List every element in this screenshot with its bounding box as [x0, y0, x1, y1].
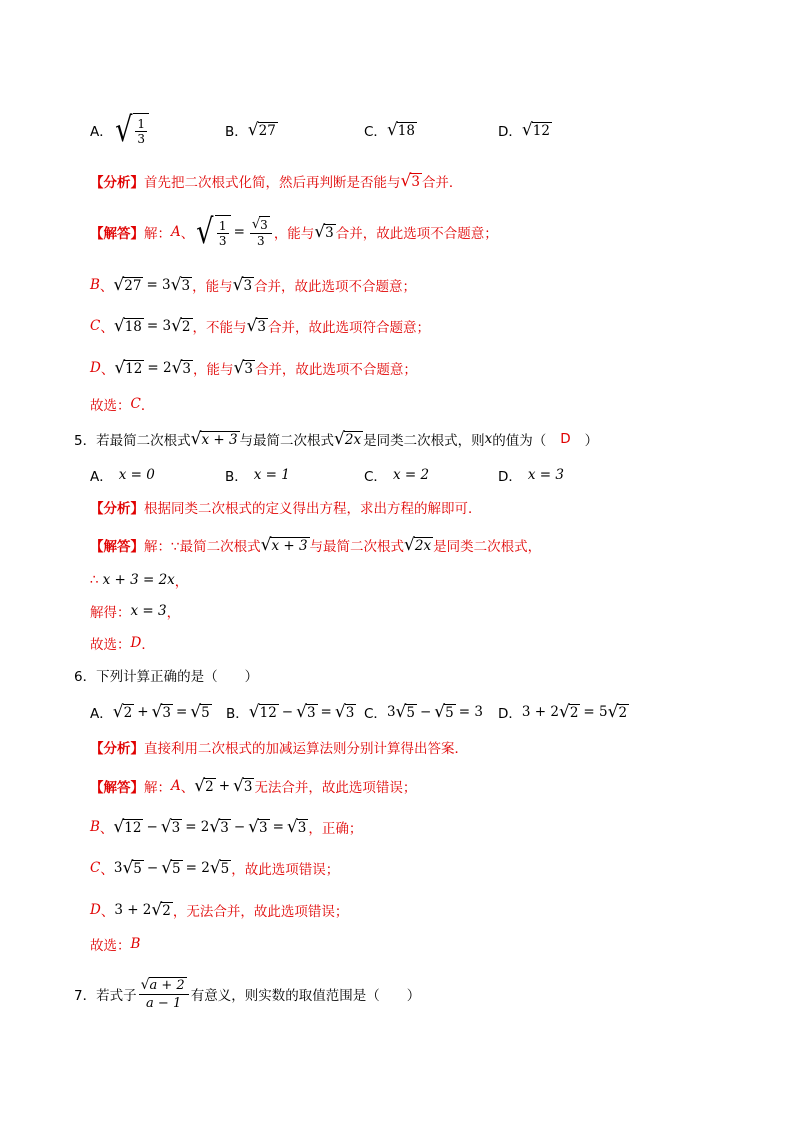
q7-stem: 7．若式子 √ a + 2 a − 1 有意义，则实数的取值范围是（ ） — [74, 976, 421, 1011]
q4-analysis: 【分析】 首先把二次根式化简，然后再判断是否能与 √ 3 合并． — [90, 171, 463, 191]
q5-option-c: C． x = 2 — [364, 467, 430, 485]
q4-answer-a: 【解答】 解： A 、 √ $\frac{1}{3}$ = √ 3 3 ，能与 √ 3 合并，故此选项不合题意； — [90, 212, 498, 252]
q5-stem: 5．若最简二次根式 √ x + 3 与最简二次根式 √ 2x 是同类二次根式，则 x 的值为（ D ） — [74, 429, 599, 449]
sqrt-one-third: √ $\frac{1}{3}$ — [113, 113, 149, 147]
q7-fraction: √ a + 2 a − 1 — [139, 977, 189, 1012]
q5-step1: ∴ x + 3 = 2x ， — [90, 572, 189, 590]
q5-option-a: A． x = 0 — [90, 467, 155, 485]
q4-option-c: C． √ 18 — [364, 120, 415, 140]
q4-answer-b: B 、 √ 27 = 3 √ 3 ，能与 √ 3 合并，故此选项不合题意； — [90, 275, 417, 295]
q4-option-b: B． √ 27 — [225, 120, 276, 140]
q5-step2: 解得： x = 3 ， — [90, 603, 181, 621]
sqrt-one-third: √ $\frac{1}{3}$ — [194, 215, 230, 249]
q4-answer-d: D 、 √ 12 = 2 √ 3 ，能与 √ 3 合并，故此选项不合题意； — [90, 358, 417, 378]
q5-final: 故选： D ． — [90, 635, 155, 653]
q4-answer-c: C 、 √ 18 = 3 √ 2 ，不能与 √ 3 合并，故此选项符合题意； — [90, 316, 430, 336]
q4-option-d: D． √ 12 — [498, 120, 550, 140]
q6-final: 故选： B — [90, 936, 141, 954]
q6-option-d: D． 3 + 2 √ 2 = 5 √ 2 — [498, 702, 628, 722]
q5-option-b: B． x = 1 — [225, 467, 290, 485]
q6-answer-a: 【解答】 解： A 、 √ 2 + √ 3 无法合并，故此选项错误； — [90, 776, 417, 796]
q5-answer: 【解答】 解：∵最简二次根式 √ x + 3 与最简二次根式 √ 2x 是同类二次根式， — [90, 535, 542, 555]
q4-final: 故选： C ． — [90, 396, 155, 414]
q6-option-c: C． 3 √ 5 − √ 5 = 3 — [364, 702, 483, 722]
q6-answer-d: D 、 3 + 2 √ 2 ，无法合并，故此选项错误； — [90, 900, 349, 920]
q6-option-a: A． √ 2 + √ 3 = √ 5 — [90, 702, 210, 722]
q6-option-b: B． √ 12 − √ 3 = √ 3 — [226, 702, 355, 722]
q4-option-a: A． √ $\frac{1}{3}$ — [90, 113, 149, 147]
q5-option-d: D． x = 3 — [498, 467, 565, 485]
q6-answer-c: C 、 3 √ 5 − √ 5 = 2 √ 5 ，故此选项错误； — [90, 858, 340, 878]
q6-stem: 6．下列计算正确的是（ ） — [74, 669, 259, 685]
q5-analysis: 【分析】 根据同类二次根式的定义得出方程，求出方程的解即可． — [90, 501, 482, 517]
q5-answer-letter: D — [560, 431, 571, 447]
q6-answer-b: B 、 √ 12 − √ 3 = 2 √ 3 − √ 3 = √ 3 ，正确； — [90, 817, 363, 837]
q6-analysis: 【分析】 直接利用二次根式的加减运算法则分别计算得出答案． — [90, 741, 468, 757]
